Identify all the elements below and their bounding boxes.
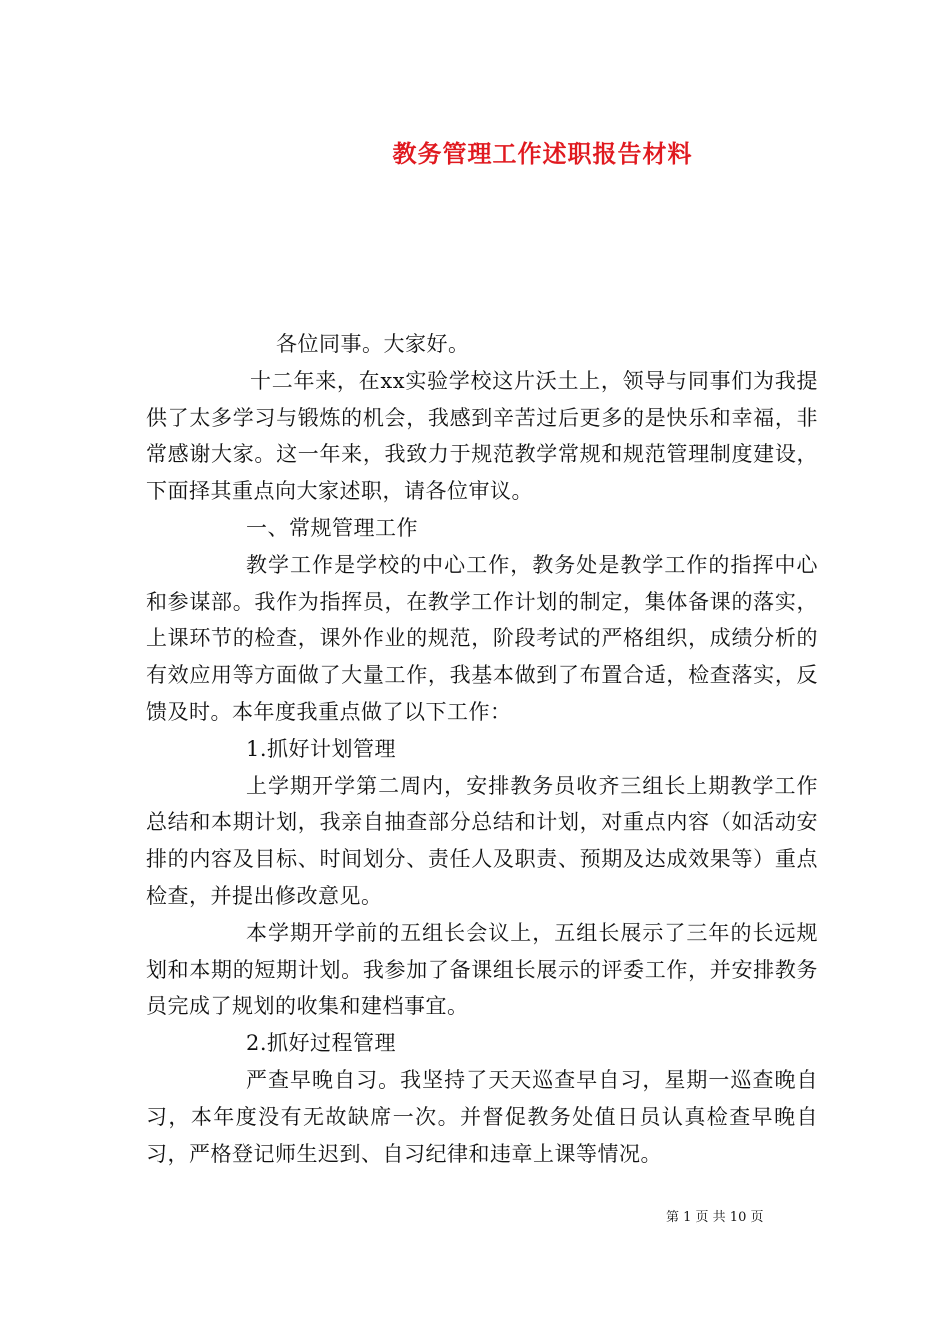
paragraph-greeting: 各位同事。大家好。	[276, 332, 470, 356]
heading-routine-management: 一、常规管理工作	[246, 515, 418, 540]
paragraph-plan-last-term: 上学期开学第二周内，安排教务员收齐三组长上期教学工作总结和本期计划，我亲自抽查部分总结和计划，对重点内容（如活动安排的内容及目标、时间划分、责任人及职责、预期及达成效果等）重点检查，并提出修改意见。	[146, 773, 818, 908]
paragraph-teaching-work: 教学工作是学校的中心工作，教务处是教学工作的指挥中心和参谋部。我作为指挥员，在教学工作计划的制定，集体备课的落实，上课环节的检查，课外作业的规范，阶段考试的严格组织，成绩分析的有效应用等方面做了大量工作，我基本做到了布置合适，检查落实，反馈及时。本年度我重点做了以下工作：	[146, 552, 818, 724]
page-footer: 第 1 页 共 10 页	[666, 1210, 764, 1225]
heading-process-management: 2.抓好过程管理	[246, 1031, 397, 1056]
document-body	[146, 326, 818, 1172]
paragraph-plan-this-term: 本学期开学前的五组长会议上，五组长展示了三年的长远规划和本期的短期计划。我参加了备课组长展示的评委工作，并安排教务员完成了规划的收集和建档事宜。	[146, 920, 818, 1019]
heading-plan-management: 1.抓好计划管理	[246, 736, 397, 761]
paragraph-intro: 十二年来，在xx实验学校这片沃土上，领导与同事们为我提供了太多学习与锻炼的机会，我感到辛苦过后更多的是快乐和幸福，非常感谢大家。这一年来，我致力于规范教学常规和规范管理制度建设，下面择其重点向大家述职，请各位审议。	[146, 368, 818, 504]
document-title: 教务管理工作述职报告材料	[392, 139, 693, 168]
paragraph-self-study-check: 严查早晚自习。我坚持了天天巡查早自习，星期一巡查晚自习，本年度没有无故缺席一次。并督促教务处值日员认真检查早晚自习，严格登记师生迟到、自习纪律和违章上课等情况。	[146, 1067, 818, 1166]
